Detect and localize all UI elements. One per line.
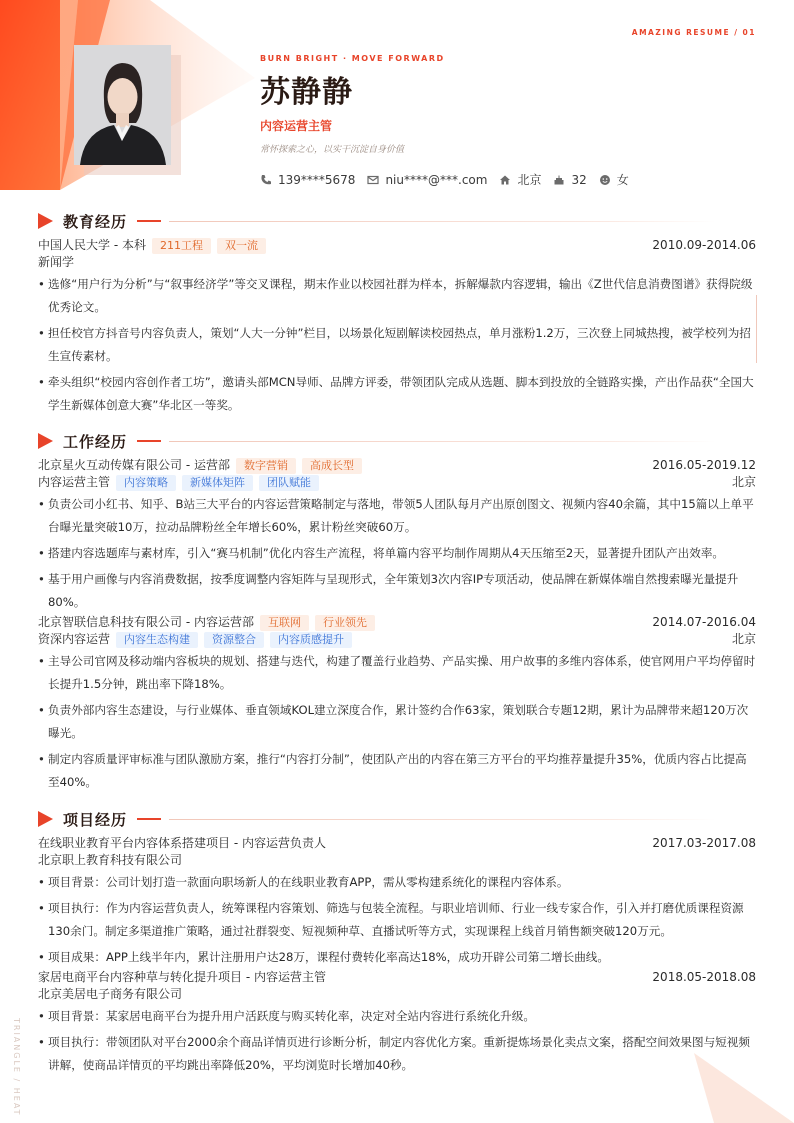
divider-line bbox=[756, 295, 757, 363]
school-name: 中国人民大学 - 本科 bbox=[38, 238, 146, 252]
avatar bbox=[74, 45, 171, 165]
projects-header bbox=[38, 809, 756, 829]
list-item: • 主导公司官网及移动端内容板块的规划、搭建与迭代，构建了覆盖行业趋势、产品实操、用户故事的多维内容体系，使官网用户平均停留时长提升1.5分钟，跳出率下降18%。 bbox=[38, 650, 756, 696]
work-section bbox=[38, 431, 756, 797]
project-date: 2017.03-2017.08 bbox=[652, 836, 756, 850]
education-date: 2010.09-2014.06 bbox=[652, 238, 756, 252]
tag: 内容质感提升 bbox=[270, 632, 352, 648]
education-entry bbox=[38, 237, 756, 417]
email-icon bbox=[367, 174, 379, 186]
project-bullets bbox=[38, 871, 756, 969]
header-info bbox=[260, 54, 629, 188]
job-location: 北京 bbox=[731, 475, 756, 489]
project-entry bbox=[38, 969, 756, 1077]
project-name: 在线职业教育平台内容体系搭建项目 - 内容运营负责人 bbox=[38, 836, 326, 850]
projects-title: 项目经历 bbox=[63, 810, 128, 829]
tag: 双一流 bbox=[217, 238, 266, 254]
list-item: • 项目成果：APP上线半年内，累计注册用户达28万，课程付费转化率高达18%，成功开辟公司第二增长曲线。 bbox=[38, 946, 756, 969]
triangle-icon bbox=[38, 433, 53, 449]
project-entry bbox=[38, 835, 756, 969]
project-company: 北京职上教育科技有限公司 bbox=[38, 853, 183, 867]
job-bullets bbox=[38, 493, 756, 614]
role-name: 内容运营主管 bbox=[38, 475, 111, 489]
list-item: • 搭建内容选题库与素材库，引入“赛马机制”优化内容生产流程，将单篇内容平均制作周期从4天压缩至2天，显著提升团队产出效率。 bbox=[38, 542, 756, 565]
list-item: • 选修“用户行为分析”与“叙事经济学”等交叉课程，期末作业以校园社群为样本，拆解爆款内容逻辑，输出《Z世代信息消费图谱》获得院级优秀论文。 bbox=[38, 273, 756, 319]
side-vertical-text: TRIANGLE / HEAT bbox=[12, 1018, 21, 1117]
tag: 高成长型 bbox=[302, 458, 362, 474]
job-entry bbox=[38, 614, 756, 794]
education-title: 教育经历 bbox=[63, 212, 128, 231]
smile-icon bbox=[599, 174, 611, 186]
job-title: 内容运营主管 bbox=[260, 119, 333, 133]
role-name: 资深内容运营 bbox=[38, 632, 111, 646]
section-dash bbox=[137, 818, 161, 820]
slogan: 常怀探索之心，以实干沉淀自身价值 bbox=[260, 145, 405, 155]
contact-city bbox=[499, 171, 541, 188]
phone-icon bbox=[260, 174, 272, 186]
tag: 数字营销 bbox=[236, 458, 296, 474]
contact-phone[interactable] bbox=[260, 173, 355, 187]
project-bullets bbox=[38, 1005, 756, 1077]
tag: 互联网 bbox=[260, 615, 309, 631]
contact-email[interactable] bbox=[367, 173, 487, 187]
list-item: • 项目背景：某家居电商平台为提升用户活跃度与购买转化率，决定对全站内容进行系统化升级。 bbox=[38, 1005, 756, 1028]
contact-gender bbox=[599, 171, 629, 188]
gender-text: 女 bbox=[616, 173, 629, 187]
tag: 行业领先 bbox=[315, 615, 375, 631]
home-icon bbox=[499, 174, 511, 186]
education-header bbox=[38, 211, 756, 231]
list-item: • 制定内容质量评审标准与团队激励方案，推行“内容打分制”，使团队产出的内容在第三方平台的平均推荐量提升35%，优质内容占比提高至40%。 bbox=[38, 748, 756, 794]
tag: 内容生态构建 bbox=[116, 632, 198, 648]
job-date: 2014.07-2016.04 bbox=[652, 615, 756, 629]
triangle-icon bbox=[38, 811, 53, 827]
city-text: 北京 bbox=[517, 173, 542, 187]
projects-section bbox=[38, 809, 756, 1080]
section-dash bbox=[137, 220, 161, 222]
tag: 资源整合 bbox=[204, 632, 264, 648]
triangle-icon bbox=[38, 213, 53, 229]
list-item: • 项目执行：带领团队对平台2000余个商品详情页进行诊断分析，制定内容优化方案。重新提炼场景化卖点文案，搭配空间效果图与短视频讲解，使商品详情页的平均跳出率降低20%，平均浏览时长增加40秒。 bbox=[38, 1031, 756, 1077]
tag: 新媒体矩阵 bbox=[182, 475, 253, 491]
work-header bbox=[38, 431, 756, 451]
candidate-name: 苏静静 bbox=[260, 75, 353, 110]
age-text: 32 bbox=[571, 172, 587, 187]
education-bullets bbox=[38, 273, 756, 417]
section-line bbox=[169, 819, 716, 820]
section-line bbox=[169, 221, 716, 222]
list-item: • 负责外部内容生态建设，与行业媒体、垂直领域KOL建立深度合作，累计签约合作63家，策划联合专题12期，累计为品牌带来超120万次曝光。 bbox=[38, 699, 756, 745]
major: 新闻学 bbox=[38, 255, 75, 269]
project-date: 2018.05-2018.08 bbox=[652, 970, 756, 984]
project-name: 家居电商平台内容种草与转化提升项目 - 内容运营主管 bbox=[38, 970, 326, 984]
job-entry bbox=[38, 457, 756, 614]
tag: 团队赋能 bbox=[259, 475, 319, 491]
work-title: 工作经历 bbox=[63, 432, 128, 451]
avatar-portrait bbox=[74, 45, 171, 165]
list-item: • 基于用户画像与内容消费数据，按季度调整内容矩阵与呈现形式，全年策划3次内容IP专项活动，使品牌在新媒体端自然搜索曝光量提升80%。 bbox=[38, 568, 756, 614]
job-date: 2016.05-2019.12 bbox=[652, 458, 756, 472]
phone-text: 139****5678 bbox=[278, 172, 356, 187]
list-item: • 担任校官方抖音号内容负责人，策划“人大一分钟”栏目，以场景化短剧解读校园热点，单月涨粉1.2万，三次登上同城热搜，被学校列为招生宣传素材。 bbox=[38, 322, 756, 368]
motto: BURN BRIGHT · MOVE FORWARD bbox=[260, 54, 445, 63]
cake-icon bbox=[553, 174, 565, 186]
job-location: 北京 bbox=[731, 632, 756, 646]
education-section bbox=[38, 211, 756, 420]
page-marker: AMAZING RESUME / 01 bbox=[631, 28, 756, 37]
company-name: 北京星火互动传媒有限公司 - 运营部 bbox=[38, 458, 230, 472]
job-bullets bbox=[38, 650, 756, 794]
list-item: • 项目执行：作为内容运营负责人，统筹课程内容策划、筛选与包装全流程。与职业培训师、行业一线专家合作，引入并打磨优质课程资源130余门。制定多渠道推广策略，通过社群裂变、短视频种草、直播试听等方式，实现课程上线首月销售额突破120万元。 bbox=[38, 897, 756, 943]
company-name: 北京智联信息科技有限公司 - 内容运营部 bbox=[38, 615, 254, 629]
section-line bbox=[169, 441, 716, 442]
email-text: niu****@***.com bbox=[385, 172, 488, 187]
tag: 内容策略 bbox=[116, 475, 176, 491]
contact-row bbox=[260, 171, 629, 188]
tag: 211工程 bbox=[152, 238, 211, 254]
section-dash bbox=[137, 440, 161, 442]
contact-age bbox=[553, 173, 586, 187]
list-item: • 项目背景：公司计划打造一款面向职场新人的在线职业教育APP，需从零构建系统化的课程内容体系。 bbox=[38, 871, 756, 894]
project-company: 北京美居电子商务有限公司 bbox=[38, 987, 183, 1001]
list-item: • 牵头组织“校园内容创作者工坊”，邀请头部MCN导师、品牌方评委，带领团队完成从选题、脚本到投放的全链路实操，产出作品获“全国大学生新媒体创意大赛”华北区一等奖。 bbox=[38, 371, 756, 417]
list-item: • 负责公司小红书、知乎、B站三大平台的内容运营策略制定与落地，带领5人团队每月产出原创图文、视频内容40余篇，其中15篇以上单平台曝光量突破10万，拉动品牌粉丝全年增长60%，累计粉丝突破60万。 bbox=[38, 493, 756, 539]
